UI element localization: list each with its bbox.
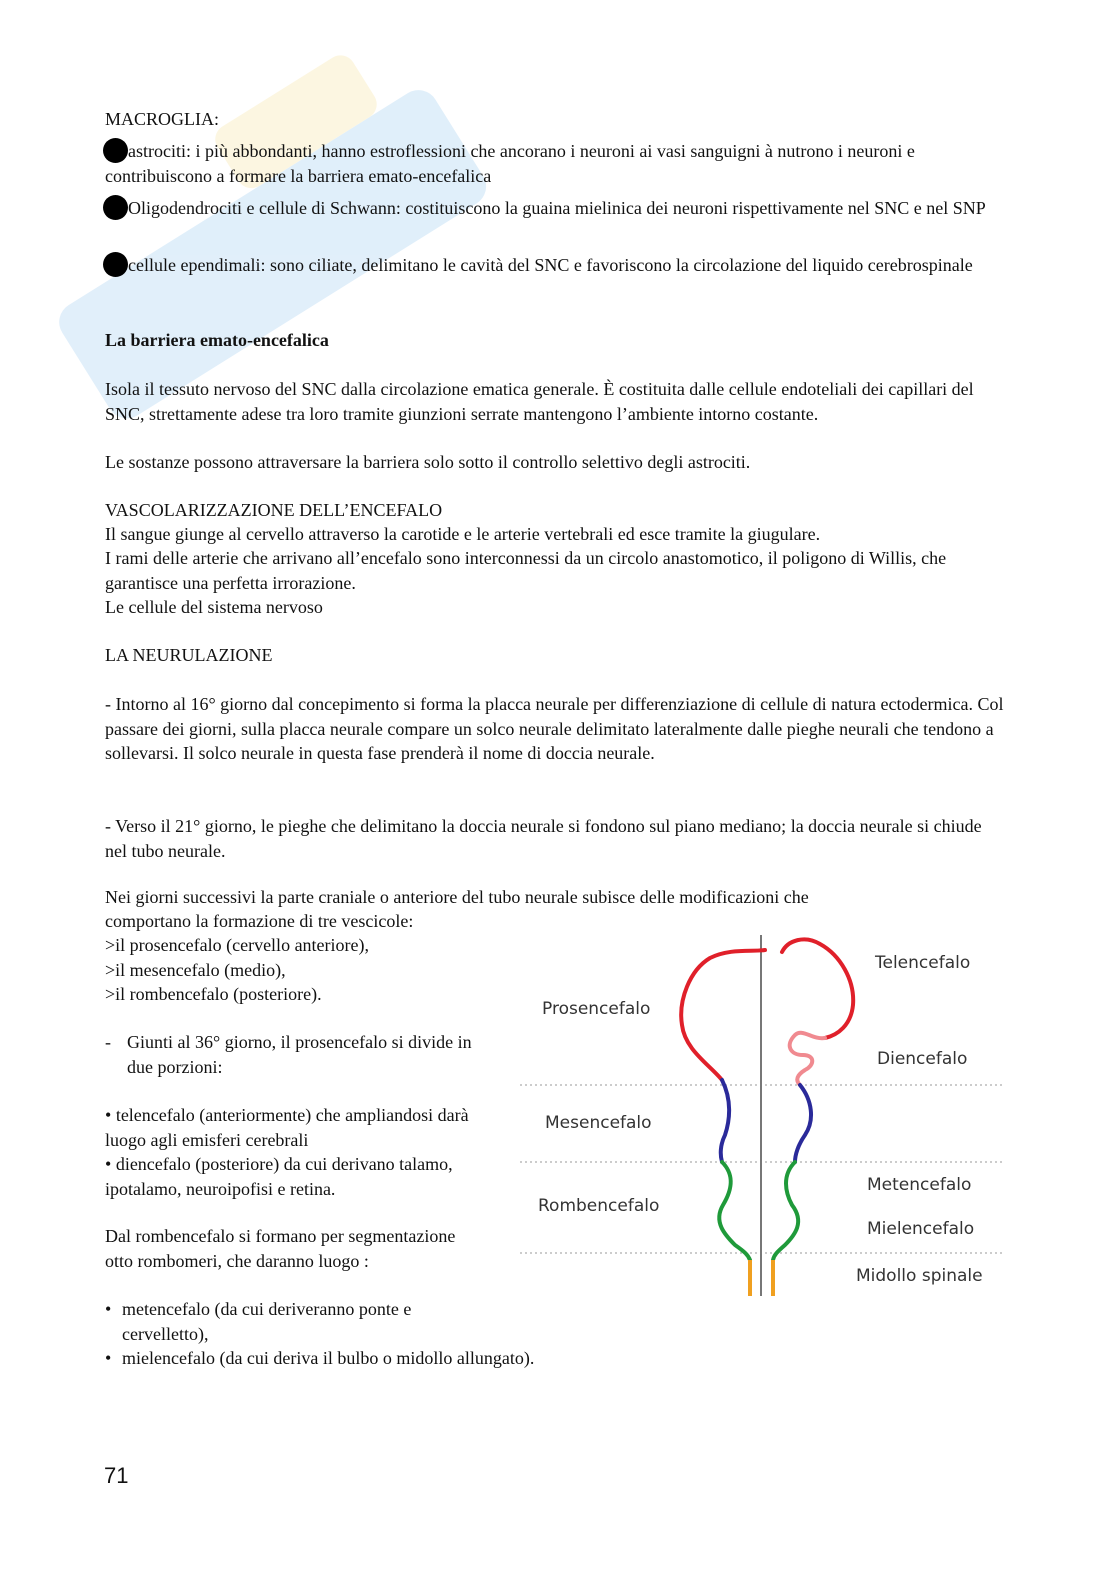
label-prosencefalo: Prosencefalo [542,999,651,1019]
mesencefalo-right-wall [795,1085,811,1162]
porzione-item: • telencefalo (anteriormente) che ampliandosi darà luogo agli emisferi cerebrali [105,1105,469,1150]
vascolarizzazione-line: Le cellule del sistema nervoso [105,597,323,617]
telencefalo-right-wall [782,939,853,1038]
mesencefalo-left-wall [721,1080,729,1162]
vesicle-item: >il rombencefalo (posteriore). [105,984,322,1004]
macroglia-heading: MACROGLIA: [105,109,220,129]
neurulazione-paragraph: comportano la formazione di tre vescicole: [105,911,414,931]
neural-tube-diagram [520,930,1010,1310]
vesicle-list [105,933,369,1007]
barriera-text-2: Le sostanze possono attraversare la barriera solo sotto il controllo selettivo degli astrociti. [105,452,751,472]
label-metencefalo: Metencefalo [867,1175,972,1195]
telencefalo-left-wall [681,950,765,1080]
neurulazione-paragraph: Nei giorni successivi la parte craniale o anteriore del tubo neurale subisce delle modificazioni che [105,887,809,907]
page-number: 71 [104,1463,129,1488]
label-telencefalo: Telencefalo [875,953,971,973]
label-midollo-spinale: Midollo spinale [856,1266,983,1286]
bullet-icon [103,138,128,163]
macroglia-item: Oligodendrociti e cellule di Schwann: costituiscono la guaina mielinica dei neuroni rispettivamente nel SNC e nel SNP [105,195,1005,221]
diencefalo-wall [790,1033,825,1085]
rombo-item: • metencefalo (da cui deriveranno ponte e cervelletto), [105,1299,412,1344]
neurulazione-paragraph: - Intorno al 16° giorno dal concepimento si forma la placca neurale per differenziazione di cellule di natura ectodermica. Col passare dei giorni, sulla placca neurale compare un solco neurale delimitato lateralmente dalle pieghe neurali che tendono a sollevarsi. Il solco neurale in questa fase prenderà il nome di doccia neurale. [105,694,1004,763]
macroglia-item: cellule ependimali: sono ciliate, delimitano le cavità del SNC e favoriscono la circolazione del liquido cerebrospinale [105,252,1005,278]
section-title-barriera: La barriera emato-encefalica [105,330,329,350]
label-diencefalo: Diencefalo [877,1049,968,1069]
dash-marker: - [105,1032,111,1052]
porzioni-list [105,1103,495,1201]
vascolarizzazione-line: Il sangue giunge al cervello attraverso la carotide e le arterie vertebrali ed esce tramite la giugulare. [105,524,821,544]
label-mesencefalo: Mesencefalo [545,1113,652,1133]
label-mielencefalo: Mielencefalo [867,1219,975,1239]
section-title-neurulazione: LA NEURULAZIONE [105,645,273,665]
macroglia-item: astrociti: i più abbondanti, hanno estroflessioni che ancorano i neuroni ai vasi sanguigni à nutrono i neuroni e contribuiscono a formare la barriera emato-encefalica [105,138,1005,188]
vesicle-item: >il mesencefalo (medio), [105,959,286,980]
section-title-vascolarizzazione: VASCOLARIZZAZIONE DELL’ENCEFALO [105,500,443,520]
rombencefalo-right-wall [773,1162,798,1260]
rombencefalo-left-wall [719,1162,750,1260]
label-rombencefalo: Rombencefalo [538,1196,660,1216]
barriera-text: Isola il tessuto nervoso del SNC dalla circolazione ematica generale. È costituita dalle cellule endoteliali dei capillari del SNC, strettamente adese tra loro tramite giunzioni serrate mantengono l’ambiente intorno costante. [105,379,974,424]
bullet-icon [103,252,128,277]
neurulazione-paragraph: - Verso il 21° giorno, le pieghe che delimitano la doccia neurale si fondono sul piano mediano; la doccia neurale si chiude nel tubo neurale. [105,816,982,861]
rombencefalo-intro: Dal rombencefalo si formano per segmentazione otto rombomeri, che daranno luogo : [105,1226,456,1271]
vascolarizzazione-line: I rami delle arterie che arrivano all’encefalo sono interconnessi da un circolo anastomotico, il poligono di Willis, che garantisce una perfetta irrorazione. [105,548,947,593]
rombo-item: • mielencefalo (da cui deriva il bulbo o midollo allungato). [105,1348,535,1368]
dash-list-item: - Giunti al 36° giorno, il prosencefalo si divide in due porzioni: [105,1032,472,1077]
bullet-icon [103,195,128,220]
vesicle-item: >il prosencefalo (cervello anteriore), [105,935,370,955]
porzione-item: • diencefalo (posteriore) da cui derivano talamo, ipotalamo, neuroipofisi e retina. [105,1154,453,1199]
